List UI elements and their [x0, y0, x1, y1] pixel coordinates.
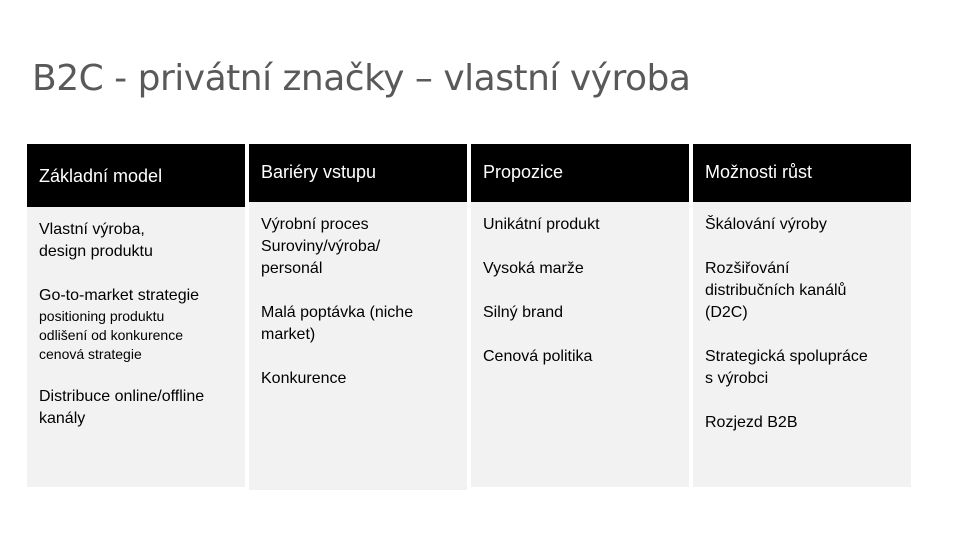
- item-text: Rozjezd B2B: [705, 414, 798, 431]
- column-header: Základní model: [27, 144, 245, 207]
- item-text: Silný brand: [483, 304, 564, 321]
- item-text: Rozšiřování: [705, 260, 790, 277]
- list-item: [39, 386, 233, 430]
- item-subtext: positioning produktu: [39, 308, 165, 324]
- item-subtext: odlišení od konkurence: [39, 327, 183, 343]
- column-propozice: [471, 144, 689, 487]
- item-text: design produktu: [39, 243, 153, 260]
- item-text: Konkurence: [261, 370, 347, 387]
- item-text: market): [261, 326, 316, 343]
- item-text: (D2C): [705, 304, 748, 321]
- item-text: distribučních kanálů: [705, 282, 847, 299]
- column-body: [471, 202, 689, 368]
- item-text: Cenová politika: [483, 348, 593, 365]
- column-body: [693, 202, 911, 434]
- item-subtext: cenová strategie: [39, 346, 142, 362]
- list-item: [705, 258, 899, 324]
- list-item: [261, 368, 455, 390]
- list-item: [483, 302, 677, 324]
- item-text: s výrobci: [705, 370, 769, 387]
- item-text: Strategická spolupráce: [705, 348, 868, 365]
- column-zakladni-model: [27, 144, 245, 487]
- list-item: [705, 412, 899, 434]
- item-text: kanály: [39, 410, 86, 427]
- list-item: [483, 214, 677, 236]
- column-header: Možnosti růst: [693, 144, 911, 202]
- column-header: Propozice: [471, 144, 689, 202]
- column-header: Bariéry vstupu: [249, 144, 467, 202]
- item-text: Škálování výroby: [705, 216, 827, 233]
- list-item: [483, 346, 677, 368]
- list-item: [705, 214, 899, 236]
- item-text: Malá poptávka (niche: [261, 304, 414, 321]
- item-text: Go-to-market strategie: [39, 287, 200, 304]
- item-text: Suroviny/výroba/: [261, 238, 381, 255]
- list-item: [39, 219, 233, 263]
- column-body: [27, 207, 245, 430]
- item-text: Výrobní proces: [261, 216, 369, 233]
- item-text: Vysoká marže: [483, 260, 584, 277]
- item-text: Distribuce online/offline: [39, 388, 205, 405]
- list-item: [483, 258, 677, 280]
- list-item: [705, 346, 899, 390]
- list-item: [261, 214, 455, 280]
- column-moznosti-rust: [693, 144, 911, 487]
- column-body: [249, 202, 467, 390]
- item-text: Vlastní výroba,: [39, 221, 145, 238]
- item-text: personál: [261, 260, 323, 277]
- list-item: [261, 302, 455, 346]
- item-text: Unikátní produkt: [483, 216, 600, 233]
- list-item: [39, 285, 233, 364]
- slide-title: B2C - privátní značky – vlastní výroba: [32, 58, 691, 99]
- column-bariery-vstupu: [249, 144, 467, 490]
